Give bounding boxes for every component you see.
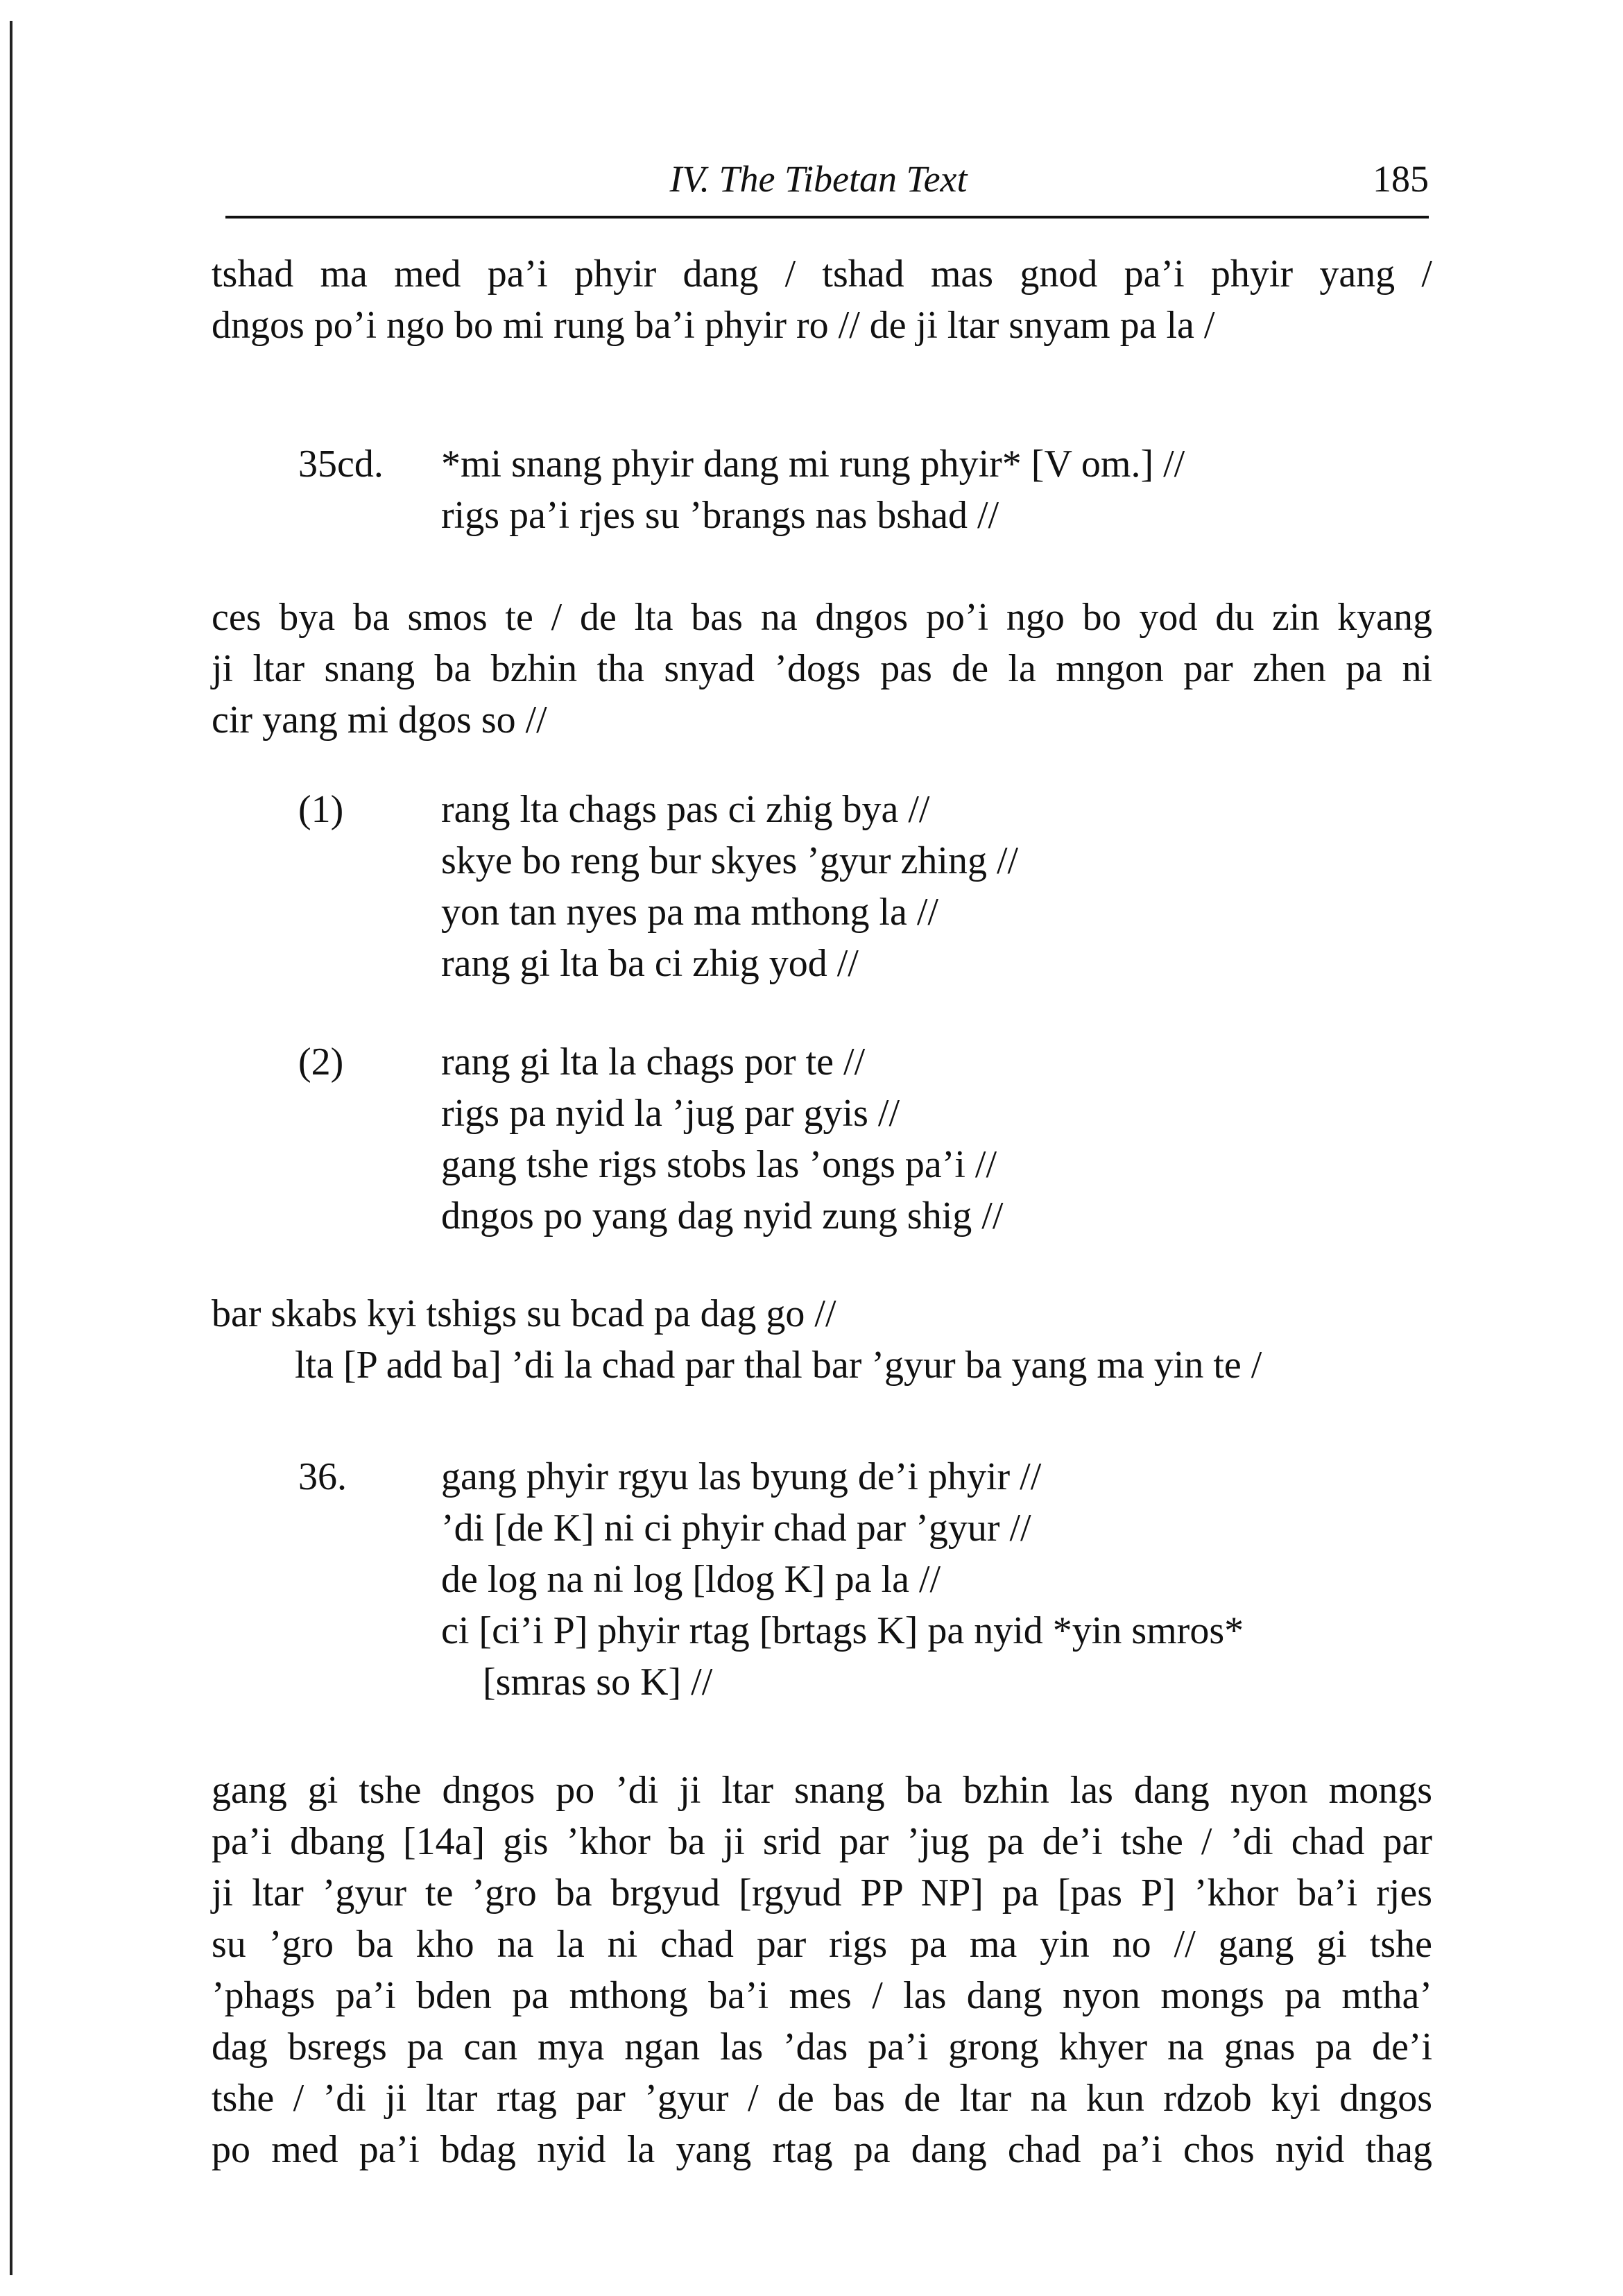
verse-line: gang tshe rigs stobs las ’ongs pa’i // <box>441 1143 997 1186</box>
paragraph-1 <box>212 248 1432 351</box>
text-line: ji ltar snang ba bzhin tha snyad ’dogs pas de la mngon par zhen pa ni <box>212 647 1432 690</box>
verse-number: 36. <box>298 1455 347 1498</box>
text-line: ces bya ba smos te / de lta bas na dngos po’i ngo bo yod du zin kyang <box>212 596 1432 639</box>
verse-line: gang phyir rgyu las byung de’i phyir // <box>441 1455 1042 1498</box>
verse-line: ci [ci’i P] phyir rtag [brtags K] pa nyid *yin smros* <box>441 1609 1244 1652</box>
verse-line: *mi snang phyir dang mi rung phyir* [V om.] // <box>441 443 1185 486</box>
verse-line: ’di [de K] ni ci phyir chad par ’gyur // <box>441 1507 1031 1550</box>
text-line: su ’gro ba kho na la ni chad par rigs pa ma yin no // gang gi tshe <box>212 1923 1432 1966</box>
text-line: cir yang mi dgos so // <box>212 699 547 742</box>
text-line: bar skabs kyi tshigs su bcad pa dag go // <box>212 1292 836 1335</box>
verse-line: rang gi lta ba ci zhig yod // <box>441 942 859 985</box>
text-line: pa’i dbang [14a] gis ’khor ba ji srid par ’jug pa de’i tshe / ’di chad par <box>212 1820 1432 1863</box>
page-edge-rule <box>10 21 12 2275</box>
text-line: tshad ma med pa’i phyir dang / tshad mas gnod pa’i phyir yang / <box>212 252 1432 295</box>
text-line: tshe / ’di ji ltar rtag par ’gyur / de bas de ltar na kun rdzob kyi dngos <box>212 2077 1432 2120</box>
verse-lines <box>441 1036 1003 1242</box>
verse-line: rang gi lta la chags por te // <box>441 1040 866 1083</box>
text-line: po med pa’i bdag nyid la yang rtag pa dang chad pa’i chos nyid thag <box>212 2128 1432 2171</box>
text-line: dag bsregs pa can mya ngan las ’das pa’i grong khyer na gnas pa de’i <box>212 2025 1432 2068</box>
paragraph-4 <box>212 1765 1432 2175</box>
page-number: 185 <box>1373 158 1429 200</box>
verse-number: (2) <box>298 1040 344 1083</box>
text-line: ji ltar ’gyur te ’gro ba brgyud [rgyud PP NP] pa [pas P] ’khor ba’i rjes <box>212 1871 1432 1914</box>
verse-line: rigs pa nyid la ’jug par gyis // <box>441 1092 900 1135</box>
verse-number: (1) <box>298 788 344 831</box>
verse-lines <box>441 438 1185 541</box>
header-rule <box>225 216 1429 219</box>
verse-line: [smras so K] // <box>483 1661 713 1704</box>
verse-lines <box>441 784 1018 989</box>
verse-number: 35cd. <box>298 443 384 486</box>
verse-line: rang lta chags pas ci zhig bya // <box>441 788 930 831</box>
paragraph-2 <box>212 592 1432 746</box>
verse-lines <box>441 1451 1244 1708</box>
verse-line: de log na ni log [ldog K] pa la // <box>441 1558 941 1601</box>
paragraph-3 <box>212 1288 1432 1391</box>
verse-line: dngos po yang dag nyid zung shig // <box>441 1194 1004 1237</box>
text-line: ’phags pa’i bden pa mthong ba’i mes / las dang nyon mongs pa mtha’ <box>212 1974 1432 2017</box>
running-header-title: IV. The Tibetan Text <box>669 158 968 200</box>
verse-line: yon tan nyes pa ma mthong la // <box>441 891 938 934</box>
verse-line: rigs pa’i rjes su ’brangs nas bshad // <box>441 494 999 537</box>
verse-line: skye bo reng bur skyes ’gyur zhing // <box>441 839 1019 882</box>
text-line: gang gi tshe dngos po ’di ji ltar snang ba bzhin las dang nyon mongs <box>212 1769 1432 1812</box>
running-header <box>208 153 1429 208</box>
text-line: dngos po’i ngo bo mi rung ba’i phyir ro // de ji ltar snyam pa la / <box>212 304 1215 347</box>
text-line: lta [P add ba] ’di la chad par thal bar ’gyur ba yang ma yin te / <box>295 1344 1262 1387</box>
